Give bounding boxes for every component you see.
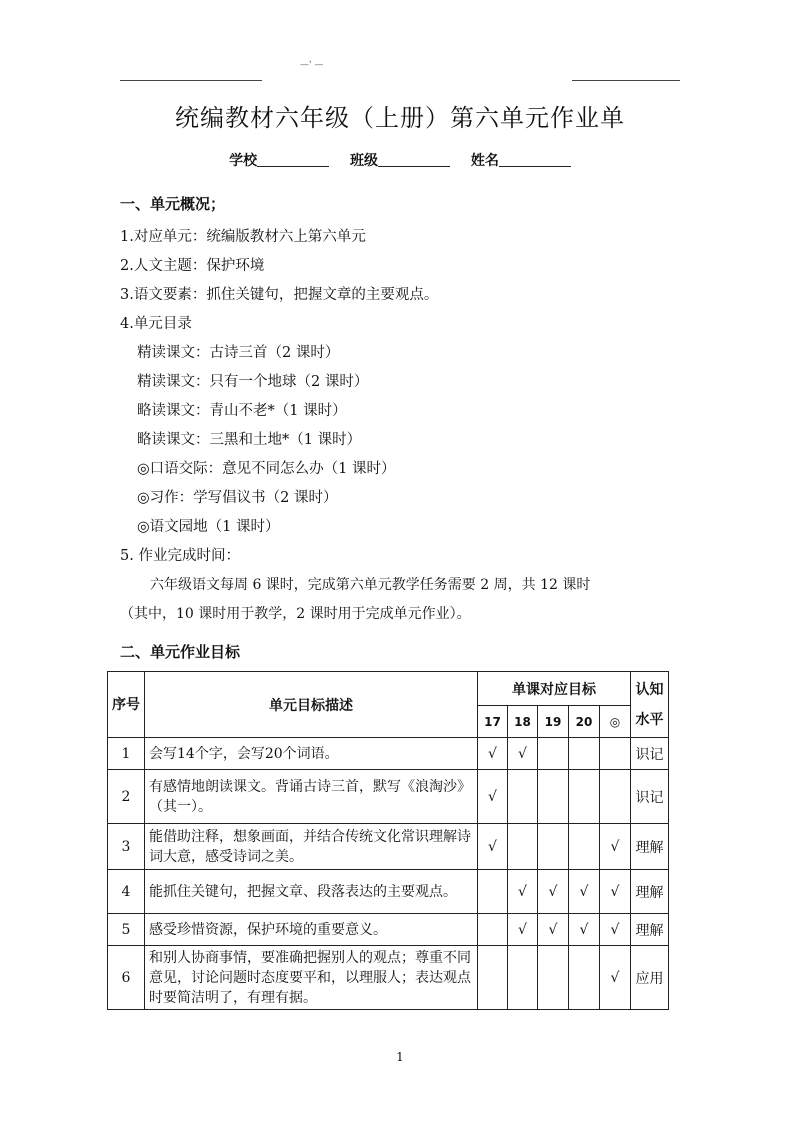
catalog-item: ◎口语交际：意见不同怎么办（1 课时）: [137, 461, 396, 477]
row-mark: √: [478, 770, 508, 824]
overview-item: 5. 作业完成时间：: [120, 548, 240, 564]
catalog-item: 略读课文：三黑和土地*（1 课时）: [137, 432, 362, 448]
header-lesson-num: 20: [569, 706, 600, 738]
class-blank[interactable]: [378, 152, 450, 167]
row-description: 有感情地朗读课文。背诵古诗三首，默写《浪淘沙》（其一）。: [145, 770, 478, 824]
row-mark: [478, 870, 508, 914]
catalog-item: 略读课文：青山不老*（1 课时）: [137, 403, 347, 419]
table-row: [108, 738, 669, 770]
row-mark: [538, 738, 569, 770]
school-label: 学校: [229, 153, 258, 169]
row-mark: √: [538, 870, 569, 914]
row-mark: [600, 770, 631, 824]
row-mark: [569, 824, 600, 870]
row-number: 4: [108, 870, 145, 914]
row-mark: [538, 770, 569, 824]
row-number: 1: [108, 738, 145, 770]
overview-item: 1.对应单元：统编版教材六上第六单元: [120, 229, 366, 245]
overview-item: 4.单元目录: [120, 316, 192, 332]
overview-item: 2.人文主题：保护环境: [120, 258, 265, 274]
overview-item: 3.语文要素：抓住关键句，把握文章的主要观点。: [120, 287, 439, 303]
header-seq: 序号: [108, 672, 145, 738]
name-label: 姓名: [470, 153, 499, 169]
catalog-item: ◎语文园地（1 课时）: [137, 519, 280, 535]
row-mark: [538, 824, 569, 870]
page-number: 1: [396, 1050, 404, 1064]
row-mark: √: [538, 914, 569, 946]
header-rule-right: [572, 80, 680, 81]
header-desc: 单元目标描述: [145, 672, 478, 738]
header-lesson-num: 18: [508, 706, 538, 738]
row-mark: √: [478, 824, 508, 870]
row-mark: √: [600, 824, 631, 870]
table-row: [108, 914, 669, 946]
goals-table: [107, 671, 669, 1010]
row-mark: [508, 946, 538, 1010]
row-mark: [569, 946, 600, 1010]
class-label: 班级: [350, 153, 378, 169]
table-row: [108, 824, 669, 870]
row-mark: √: [478, 738, 508, 770]
header-lesson-num: ◎: [600, 706, 631, 738]
row-mark: √: [600, 914, 631, 946]
table-row: [108, 946, 669, 1010]
row-level: 理解: [631, 914, 669, 946]
name-blank[interactable]: [499, 152, 571, 167]
row-number: 5: [108, 914, 145, 946]
school-blank[interactable]: [257, 152, 329, 167]
row-mark: √: [508, 914, 538, 946]
row-mark: √: [508, 738, 538, 770]
row-description: 感受珍惜资源，保护环境的重要意义。: [145, 914, 478, 946]
header-level: 认知水平: [631, 672, 669, 738]
row-number: 2: [108, 770, 145, 824]
row-mark: [508, 770, 538, 824]
page-title: 统编教材六年级（上册）第六单元作业单: [175, 104, 625, 132]
row-level: 理解: [631, 824, 669, 870]
row-level: 识记: [631, 738, 669, 770]
time-paragraph-line: （其中，10 课时用于教学，2 课时用于完成单元作业）。: [120, 606, 471, 622]
section1-heading: 一、单元概况；: [120, 195, 226, 213]
catalog-item: ◎习作：学写倡议书（2 课时）: [137, 490, 338, 506]
row-description: 能借助注释，想象画面，并结合传统文化常识理解诗词大意，感受诗词之美。: [145, 824, 478, 870]
row-mark: √: [569, 914, 600, 946]
table-row: [108, 770, 669, 824]
header-mark: —' —: [300, 60, 324, 70]
row-mark: √: [569, 870, 600, 914]
header-lesson-num: 19: [538, 706, 569, 738]
row-mark: [508, 824, 538, 870]
row-mark: [569, 738, 600, 770]
row-mark: [600, 738, 631, 770]
row-mark: √: [508, 870, 538, 914]
row-level: 理解: [631, 870, 669, 914]
header-rule-left: [120, 80, 262, 81]
student-info: [0, 150, 800, 170]
table-row: [108, 870, 669, 914]
row-mark: [478, 946, 508, 1010]
section2-heading: 二、单元作业目标: [120, 643, 241, 661]
row-level: 应用: [631, 946, 669, 1010]
row-mark: √: [600, 946, 631, 1010]
row-number: 3: [108, 824, 145, 870]
row-mark: √: [600, 870, 631, 914]
row-mark: [538, 946, 569, 1010]
row-mark: [478, 914, 508, 946]
catalog-item: 精读课文：只有一个地球（2 课时）: [137, 374, 369, 390]
row-number: 6: [108, 946, 145, 1010]
time-paragraph-line: 六年级语文每周 6 课时，完成第六单元教学任务需要 2 周，共 12 课时: [150, 577, 591, 593]
row-description: 能抓住关键句，把握文章、段落表达的主要观点。: [145, 870, 478, 914]
row-description: 会写14个字，会写20个词语。: [145, 738, 478, 770]
catalog-item: 精读课文：古诗三首（2 课时）: [137, 345, 340, 361]
header-lesson: 单课对应目标: [478, 672, 631, 706]
row-mark: [569, 770, 600, 824]
row-level: 识记: [631, 770, 669, 824]
row-description: 和别人协商事情，要准确把握别人的观点；尊重不同意见，讨论问题时态度要平和，以理服人；表达观点时要简洁明了，有理有据。: [145, 946, 478, 1010]
header-lesson-num: 17: [478, 706, 508, 738]
